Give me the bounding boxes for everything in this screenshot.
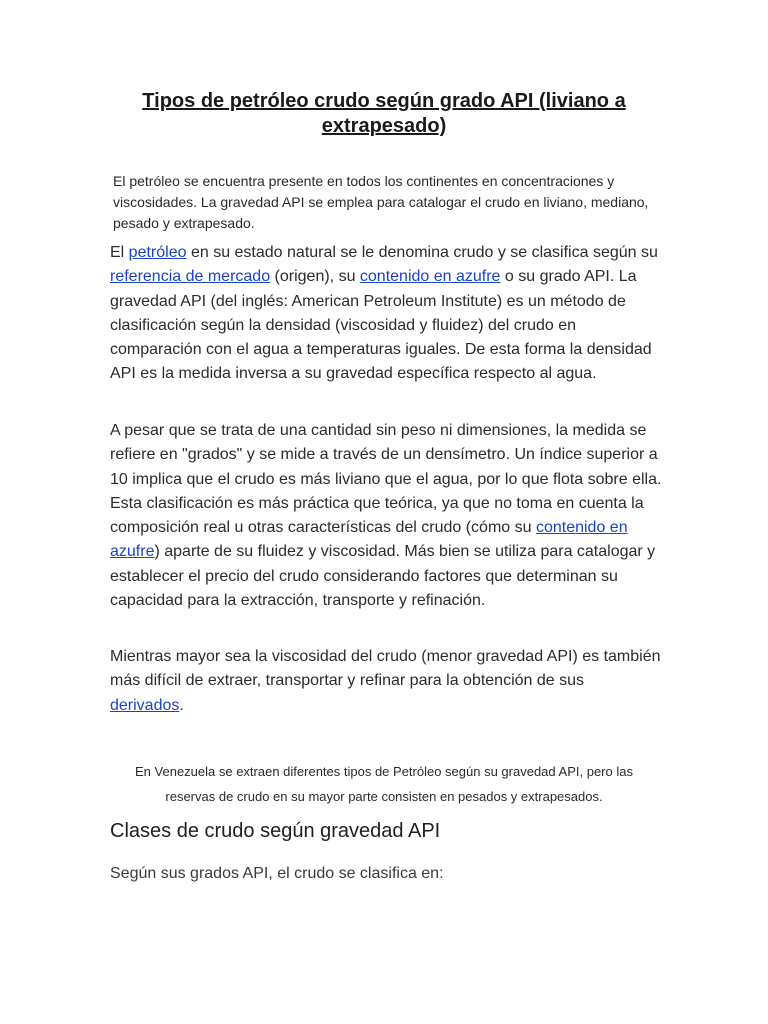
paragraph-grados: [110, 419, 662, 613]
article-title: Tipos de petróleo crudo según grado API (liviano a extrapesado): [142, 90, 626, 137]
link-derivados[interactable]: derivados: [110, 696, 180, 714]
image-caption: En Venezuela se extraen diferentes tipos de Petróleo según su gravedad API, pero las reservas de crudo en su mayor parte consisten en pesados y extrapesados.: [135, 764, 633, 804]
paragraph-text: .: [179, 696, 184, 714]
paragraph-text: o su grado API. La gravedad API (del inglés: American Petroleum Institute) es un método de clasificación según la densidad (viscosidad y fluidez) del crudo en comparación con el agua a temperaturas iguales. De esta forma la densidad API es la medida inversa a su gravedad específica respecto al agua.: [110, 268, 652, 383]
link-petroleo[interactable]: petróleo: [128, 244, 187, 261]
section-heading: Clases de crudo según gravedad API: [110, 820, 441, 842]
paragraph-text: en su estado natural se le denomina crudo y se clasifica según su: [186, 244, 658, 261]
section-intro: Según sus grados API, el crudo se clasifica en:: [110, 865, 444, 882]
article-summary: El petróleo se encuentra presente en todos los continentes en concentraciones y viscosidades. La gravedad API se emplea para catalogar el crudo en liviano, mediano, pesado y extrapesado.: [113, 173, 649, 231]
link-contenido-en-azufre-2[interactable]: contenido en azufre: [110, 519, 628, 561]
link-contenido-en-azufre[interactable]: contenido en azufre: [359, 268, 501, 286]
paragraph-text: (origen), su: [270, 268, 360, 286]
paragraph-definition: [110, 241, 662, 387]
paragraph-text: ) aparte de su fluidez y viscosidad. Más bien se utiliza para catalogar y establecer el precio del crudo considerando factores que determinan su capacidad para la extracción, transporte y refinación.: [110, 543, 656, 610]
link-referencia-de-mercado[interactable]: referencia de mercado: [110, 268, 271, 286]
paragraph-viscosidad: [110, 645, 662, 718]
paragraph-text: A pesar que se trata de una cantidad sin peso ni dimensiones, la medida se refiere en "grados" y se mide a través de un densímetro. Un índice superior a 10 implica que el crudo es más liviano que el agua, por lo que flota sobre ella. Esta clasificación es más práctica que teórica, ya que no toma en cuenta la composición real u otras características del crudo (cómo su: [110, 422, 662, 537]
paragraph-text: Mientras mayor sea la viscosidad del crudo (menor gravedad API) es también más difícil de extraer, transportar y refinar para la obtención de sus: [110, 648, 661, 690]
paragraph-text: El: [110, 244, 129, 261]
